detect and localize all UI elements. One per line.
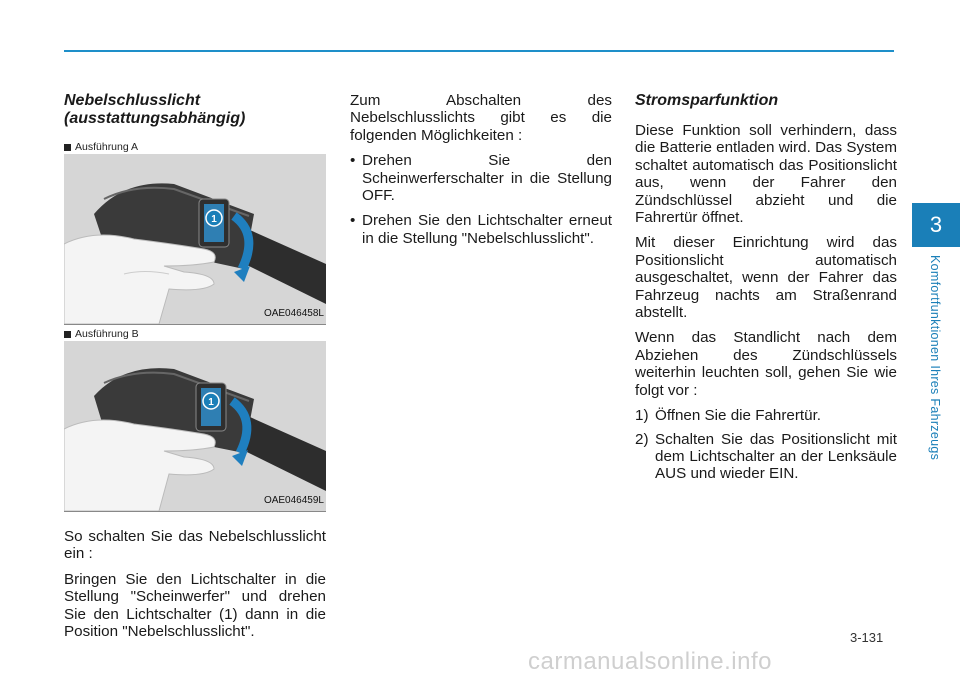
chapter-title-text: Komfortfunktionen Ihres Fahrzeugs [928, 255, 942, 461]
paragraph: Wenn das Standlicht nach dem Abziehen des Zündschlüssels weiterhin leuchten soll, gehen Sie wie folgt vor : [635, 329, 897, 399]
page-number: 3-131 [850, 630, 884, 645]
stalk-hand-image [64, 341, 326, 511]
paragraph: Mit dieser Einrichtung wird das Positionslicht automatisch ausgeschaltet, wenn der Fahrer das Fahrzeug nachts am Straßenrand abstellt. [635, 234, 897, 322]
figure-knob-number: 1 [208, 397, 214, 408]
paragraph-intro: Zum Abschalten des Nebelschlusslichts gibt es die folgenden Möglichkeiten : [350, 92, 612, 144]
column-right [635, 92, 897, 489]
square-bullet-icon [64, 144, 71, 151]
figure-code: OAE046458L [263, 307, 324, 319]
stalk-hand-image [64, 154, 326, 324]
step-number: 1) [635, 407, 649, 425]
top-rule [64, 50, 894, 52]
paragraph: Diese Funktion soll verhindern, dass die Batterie entladen wird. Das System schaltet automatisch das Positionslicht aus, wenn der Fahrer den Zündschlüssel abzieht und die Fahrertür öffnet. [635, 122, 897, 227]
column-left [64, 92, 326, 648]
chapter-tab: 3 [912, 203, 960, 247]
paragraph: Bringen Sie den Lichtschalter in die Stellung "Scheinwerfer" und drehen Sie den Lichtschalter (1) dann in die Position "Nebelschlusslicht". [64, 570, 326, 641]
list-item [635, 431, 897, 483]
column-middle [350, 92, 612, 255]
figure-label [64, 140, 326, 154]
figure-version-b [64, 327, 326, 512]
step-number: 2) [635, 430, 649, 448]
watermark: carmanualsonline.info [528, 648, 772, 675]
section-title-power-saving: Stromsparfunktion [635, 92, 779, 109]
square-bullet-icon [64, 331, 71, 338]
figure-version-a [64, 140, 326, 325]
paragraph: So schalten Sie das Nebelschlusslicht ein : [64, 528, 326, 563]
figure-label [64, 327, 326, 341]
list-item: • Drehen Sie den Scheinwerferschalter in die Stellung OFF. [350, 152, 612, 204]
figure-knob-number: 1 [211, 214, 217, 225]
figure-code: OAE046459L [263, 494, 324, 506]
step-text: Öffnen Sie die Fahrertür. [655, 407, 822, 425]
light-switch-illustration [64, 154, 326, 325]
section-title-fog-light: Nebelschlusslicht (ausstattungsabhängig) [64, 92, 246, 127]
step-list [635, 407, 897, 483]
light-switch-illustration [64, 341, 326, 512]
figure-label-text: Ausführung B [75, 328, 139, 340]
step-text: Schalten Sie das Positionslicht mit dem Lichtschalter an der Lenksäule AUS und wieder EIN. [655, 430, 897, 483]
list-item [635, 407, 897, 424]
chapter-title [922, 255, 948, 495]
figure-label-text: Ausführung A [75, 141, 139, 153]
bullet-list [350, 152, 612, 247]
list-item: • Drehen Sie den Lichtschalter erneut in die Stellung "Nebelschlusslicht". [350, 212, 612, 247]
